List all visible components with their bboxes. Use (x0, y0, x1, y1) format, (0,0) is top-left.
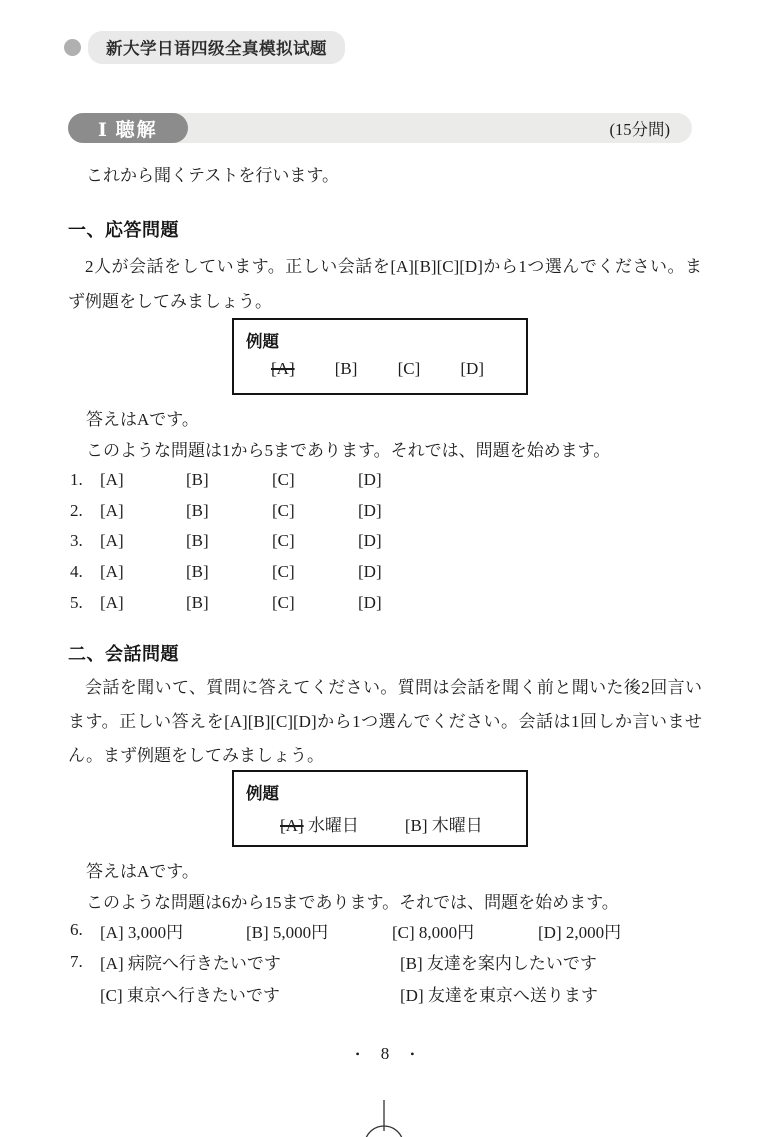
part2-question-list (70, 915, 684, 1010)
part1-instructions: 2人が会話をしています。正しい会話を[A][B][C][D]から1つ選んでください。まず例題をしてみましょう。 (68, 257, 702, 311)
example-label: 例題 (246, 333, 279, 351)
option-a: [A] (100, 531, 124, 551)
option-b-text: 木曜日 (431, 816, 483, 835)
option-a-text: 水曜日 (307, 816, 359, 835)
option-d: [D] (358, 531, 382, 551)
part1-range-note: このような問題は1から5まであります。それでは、問題を始めます。 (86, 441, 611, 460)
option-a: [A] (100, 562, 124, 582)
option-c: [C] (272, 562, 295, 582)
question-row-7-line2 (70, 978, 684, 1010)
question-number: 4. (70, 562, 83, 582)
option-c: [C] (272, 592, 295, 612)
part1-answer-note: 答えはAです。 (86, 410, 199, 429)
footer-dot-left: • (355, 1046, 360, 1061)
question-row-5 (70, 587, 444, 618)
option-d: [D] (358, 500, 382, 520)
page-number: 8 (380, 1044, 390, 1063)
example-options-row (234, 811, 526, 836)
option-c: [C] 8,000円 (392, 922, 475, 942)
option-a: [A] 病院へ行きたいです (100, 954, 281, 974)
question-number: 6. (70, 920, 83, 940)
example-options-row (234, 359, 526, 379)
part2-heading: 二、会話問題 (68, 644, 179, 664)
option-b: [B] (186, 500, 209, 520)
question-row-7-line1 (70, 946, 684, 978)
option-b: [B] (186, 470, 209, 490)
part1-heading: 一、応答問題 (68, 220, 179, 240)
example-option-b: [B] (334, 359, 358, 378)
page-header (64, 31, 345, 64)
part2-instructions: 会話を聞いて、質問に答えてください。質問は会話を聞く前と聞いた後2回言います。正しい答えを[A][B][C][D]から1つ選んでください。会話は1回しか言いません。まず例題をしてみましょう。 (68, 678, 702, 765)
section-title: Ⅰ 聴解 (68, 113, 188, 143)
part2-answer-note: 答えはAです。 (86, 862, 199, 881)
option-c: [C] (272, 470, 295, 490)
option-b: [B] (186, 592, 209, 612)
option-d: [D] (358, 470, 382, 490)
footer-dot-right: • (410, 1046, 415, 1061)
part2-range-note: このような問題は6から15まであります。それでは、問題を始めます。 (86, 893, 619, 912)
option-b: [B] 友達を案内したいです (400, 954, 597, 974)
question-row-2 (70, 496, 444, 527)
option-d: [D] 2,000円 (538, 922, 622, 942)
option-c: [C] (272, 531, 295, 551)
section-duration: (15分間) (609, 120, 670, 139)
question-row-3 (70, 526, 444, 557)
page-footer (0, 1044, 770, 1064)
part1-question-list (70, 465, 444, 618)
question-number: 1. (70, 470, 83, 490)
example-option-c: [C] (397, 359, 421, 378)
example-option-a: [A] (271, 359, 295, 378)
question-number: 5. (70, 592, 83, 612)
question-number: 7. (70, 951, 83, 971)
option-b: [B] 5,000円 (246, 922, 329, 942)
book-title-badge: 新大学日语四级全真模拟试题 (88, 31, 345, 64)
example-option-b (405, 811, 483, 836)
bullet-dot-icon (64, 39, 81, 56)
intro-text: これから聞くテストを行います。 (86, 166, 339, 185)
option-a: [A] (100, 592, 124, 612)
example-option-d: [D] (460, 359, 484, 378)
option-a-marker: [A] (280, 816, 304, 835)
example-option-a (280, 811, 359, 836)
question-row-4 (70, 557, 444, 588)
question-number: 3. (70, 531, 83, 551)
option-a: [A] 3,000円 (100, 922, 184, 942)
option-b: [B] (186, 531, 209, 551)
registration-mark-icon (362, 1098, 406, 1137)
option-d: [D] (358, 592, 382, 612)
option-d: [D] (358, 562, 382, 582)
option-b: [B] (186, 562, 209, 582)
option-c: [C] 東京へ行きたいです (100, 986, 280, 1006)
section-header-bar (68, 113, 692, 143)
option-a: [A] (100, 470, 124, 490)
question-row-6 (70, 915, 684, 946)
option-b-marker: [B] (404, 816, 428, 835)
question-number: 2. (70, 500, 83, 520)
option-a: [A] (100, 500, 124, 520)
option-d: [D] 友達を東京へ送ります (400, 986, 598, 1006)
option-c: [C] (272, 500, 295, 520)
part1-example-box (232, 318, 528, 395)
part2-example-box (232, 770, 528, 847)
example-label: 例題 (246, 785, 279, 803)
question-row-1 (70, 465, 444, 496)
